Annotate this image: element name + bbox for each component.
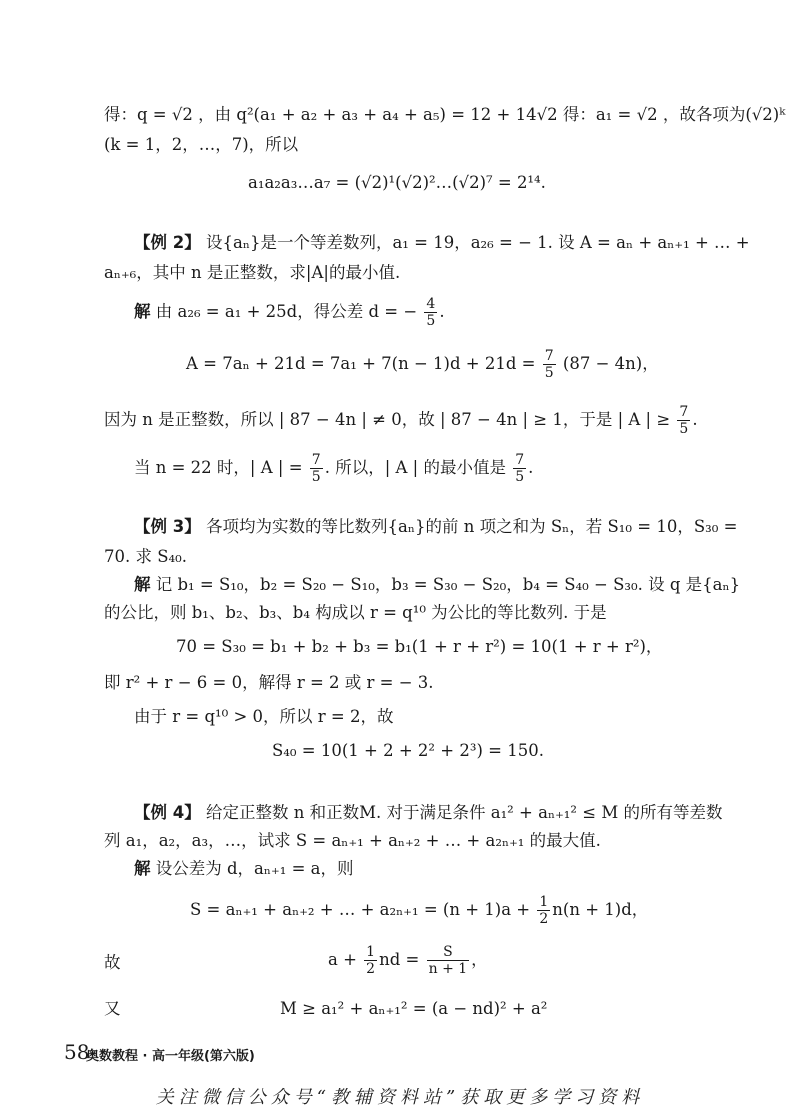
example-3-label: 【例 3】 [134,517,201,536]
equation-S40: S₄₀ = 10(1 + 2 + 2² + 2³) = 150. [272,741,544,760]
equation-S-sum: S = aₙ₊₁ + aₙ₊₂ + … + a₂ₙ₊₁ = (n + 1)a + $\frac{1}{2}$ n(n + 1)d， [190,894,649,927]
equation-A: A = 7aₙ + 21d = 7a₁ + 7(n − 1)d + 21d = $\frac{7}{5}$ (87 − 4n)， [186,348,659,381]
equation-M: M ≥ a₁² + aₙ₊₁² = (a − nd)² + a² [280,999,548,1018]
fraction-four-fifths: $\frac{4}{5}$ [426,296,436,329]
solution-label: 解 [134,302,151,321]
fraction-one-half: $\frac{1}{2}$ [539,894,549,927]
text-line-22-label: 故 [104,953,121,972]
solution-label: 解 [134,575,151,594]
watermark-text: 关注微信公众号“教辅资料站”获取更多学习资料 [155,1087,645,1108]
text-line-2: (k = 1，2，…，7)，所以 [104,135,299,154]
example-2-statement: 设{aₙ}是一个等差数列，a₁ = 19，a₂₆ = − 1. 设 A = aₙ + aₙ₊₁ + … + [205,233,750,252]
book-title: 奥数教程 · 高一年级(第六版) [86,1049,255,1064]
solution-3-line-1: 解 记 b₁ = S₁₀，b₂ = S₂₀ − S₁₀，b₃ = S₃₀ − S₂₀，b₄ = S₄₀ − S₃₀. 设 q 是{aₙ} [134,575,741,594]
fraction-s-over-n1: $\frac{S}{n + 1}$ [428,944,468,977]
equation-product: a₁a₂a₃…a₇ = (√2)¹(√2)²…(√2)⁷ = 2¹⁴. [248,173,546,192]
example-3 [134,516,737,538]
example-4-label: 【例 4】 [134,803,201,822]
equation-a-nd: a + $\frac{1}{2}$ nd = $\frac{S}{n + 1}$ ， [328,944,488,977]
text-line-9: 当 n = 22 时，| A | = $\frac{7}{5}$ . 所以，| A | 的最小值是 $\frac{7}{5}$ . [134,452,534,485]
solution-2-text: 由 a₂₆ = a₁ + 25d，得公差 d = − [155,302,418,321]
text-line-15: 即 r² + r − 6 = 0，解得 r = 2 或 r = − 3. [104,673,434,692]
example-2 [134,232,750,254]
example-3-statement: 各项均为实数的等比数列{aₙ}的前 n 项之和为 Sₙ，若 S₁₀ = 10，S₃₀ = [205,517,738,536]
fraction-seven-fifths: $\frac{7}{5}$ [544,348,554,381]
fraction-seven-fifths-2: $\frac{7}{5}$ [679,404,689,437]
text-line-5: aₙ₊₆，其中 n 是正整数，求|A|的最小值. [104,263,401,282]
text-line-13: 的公比，则 b₁、b₂、b₃、b₄ 构成以 r = q¹⁰ 为公比的等比数列. 于是 [104,603,607,622]
example-2-label: 【例 2】 [134,233,201,252]
solution-4-line-1: 解 设公差为 d，aₙ₊₁ = a，则 [134,859,354,878]
text-line-19: 列 a₁，a₂，a₃，…，试求 S = aₙ₊₁ + aₙ₊₂ + … + a₂ₙ₊₁ 的最大值. [104,831,601,850]
solution-2-line-1: 解 由 a₂₆ = a₁ + 25d，得公差 d = − $\frac{4}{5}$ . [134,296,445,329]
text-line-11: 70. 求 S₄₀. [104,547,188,566]
text-line-16: 由于 r = q¹⁰ > 0，所以 r = 2，故 [134,707,394,726]
equation-S30: 70 = S₃₀ = b₁ + b₂ + b₃ = b₁(1 + r + r²) = 10(1 + r + r²)， [176,637,663,656]
solution-label: 解 [134,859,151,878]
fraction-seven-fifths-3: $\frac{7}{5}$ [311,452,321,485]
example-4 [134,802,722,824]
text-line-8: 因为 n 是正整数，所以 | 87 − 4n | ≠ 0，故 | 87 − 4n | ≥ 1，于是 | A | ≥ $\frac{7}{5}$ . [104,404,698,437]
fraction-seven-fifths-4: $\frac{7}{5}$ [515,452,525,485]
example-4-statement: 给定正整数 n 和正数M. 对于满足条件 a₁² + aₙ₊₁² ≤ M 的所有等差数 [205,803,723,822]
text-line-23-label: 又 [104,999,121,1018]
page-number: 58 [64,1040,90,1064]
fraction-one-half-2: $\frac{1}{2}$ [366,944,376,977]
text-line-1: 得：q = √2 ，由 q²(a₁ + a₂ + a₃ + a₄ + a₅) = 12 + 14√2 得：a₁ = √2 ，故各项为(√2)ᵏ [104,105,786,124]
